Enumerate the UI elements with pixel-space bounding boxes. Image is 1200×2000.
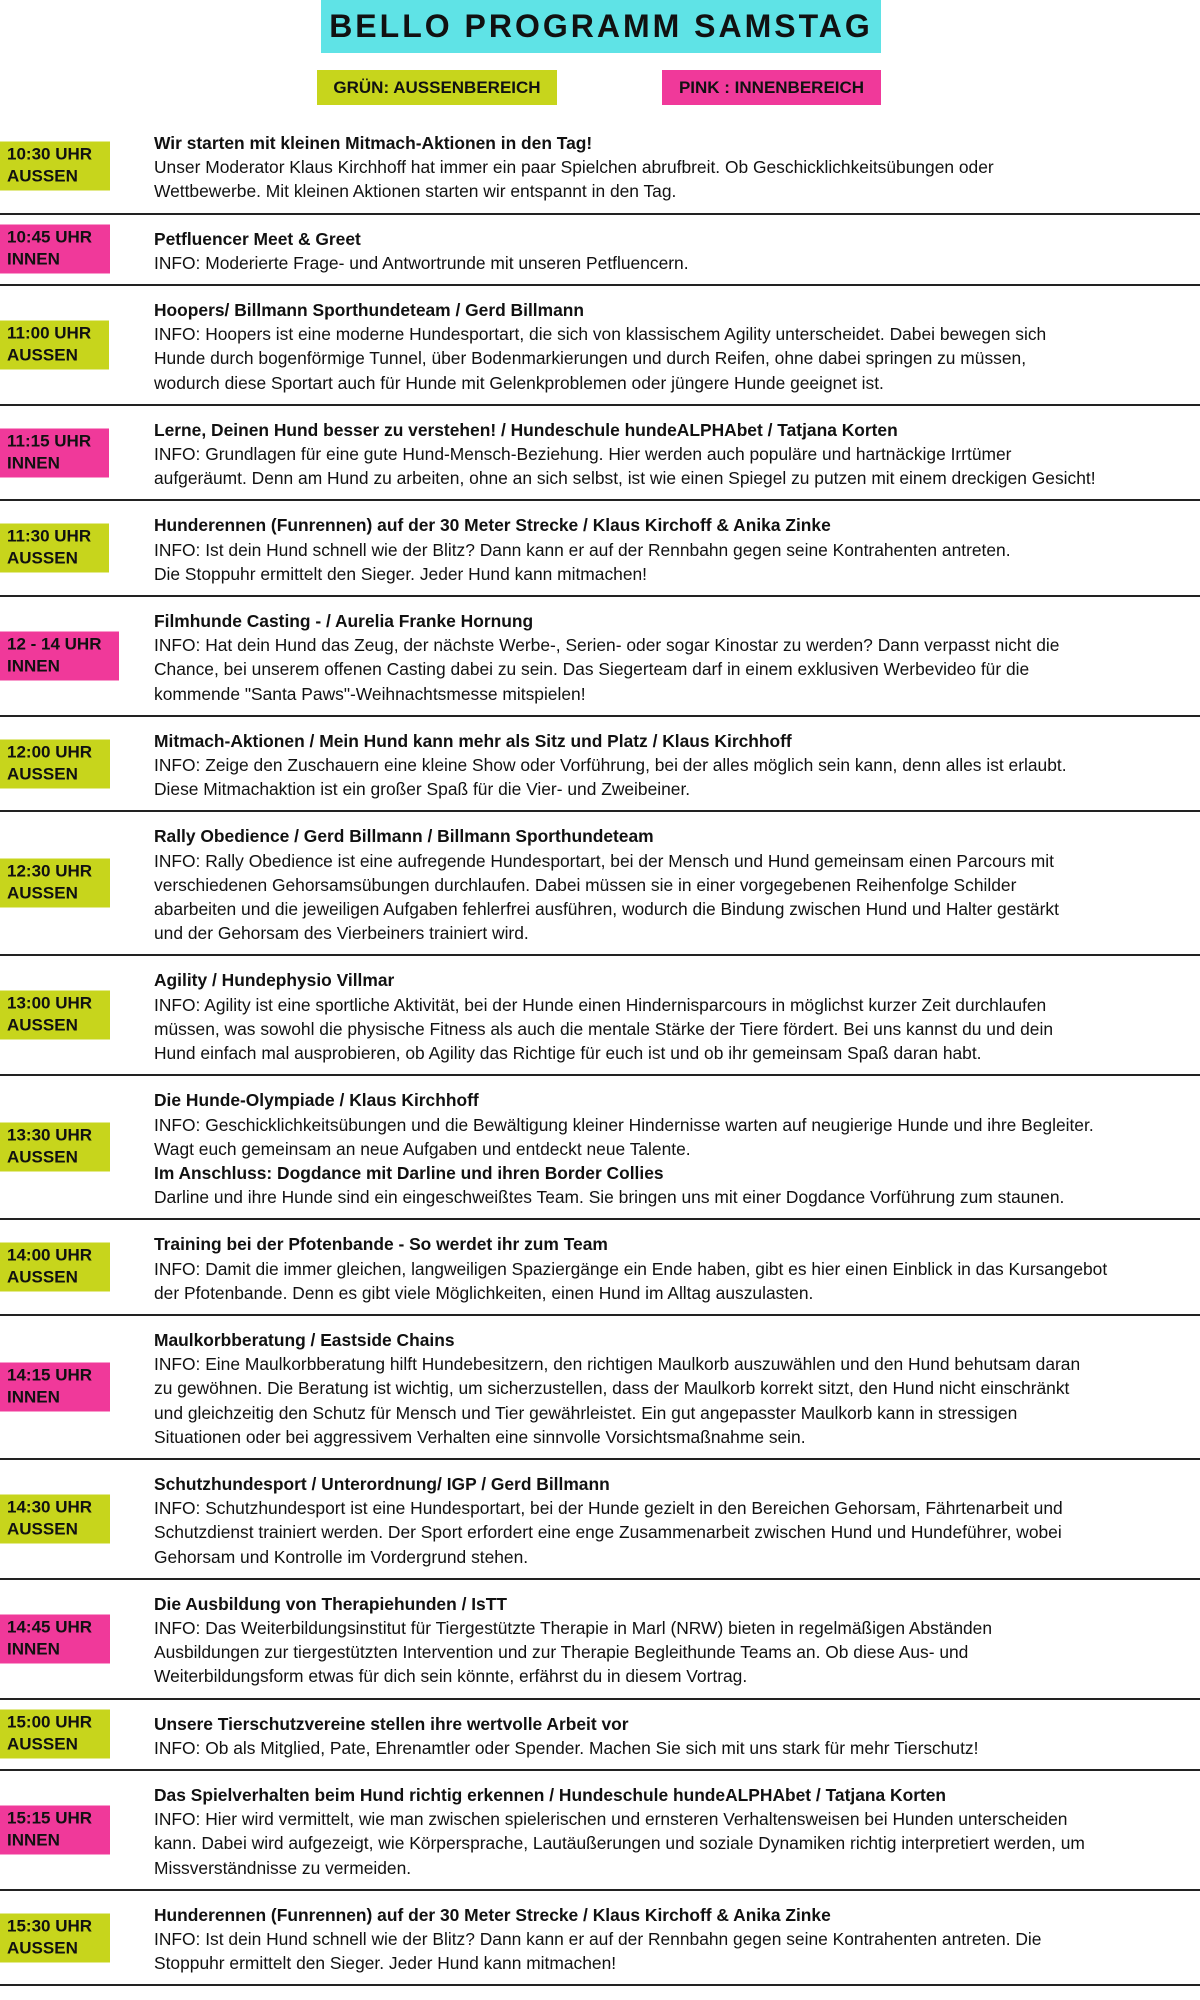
time-label: 15:00 UHR — [7, 1712, 93, 1732]
entry-title: Lerne, Deinen Hund besser zu verstehen! / Hundeschule hundeALPHAbet / Tatjana Korten — [154, 419, 898, 440]
location-label: AUSSEN — [7, 1938, 78, 1958]
time-label: 10:30 UHR — [7, 144, 93, 164]
entry-content — [154, 812, 1194, 954]
entry-text-line: und der Gehorsam des Vierbeiners trainiert wird. — [154, 923, 529, 944]
location-label: INNEN — [7, 1387, 60, 1407]
entry-text-line: Stoppuhr ermittelt den Sieger. Jeder Hund kann mitmachen! — [154, 1953, 617, 1974]
time-badge — [0, 631, 119, 680]
schedule-entry — [0, 1220, 1200, 1316]
entry-content — [154, 119, 1194, 213]
entry-text-line: der Pfotenbande. Denn es gibt viele Möglichkeiten, einen Hund im Alltag auszulasten. — [154, 1282, 814, 1303]
entry-content — [154, 1316, 1194, 1458]
entry-text-line: Hund einfach mal ausprobieren, ob Agility das Richtige für euch ist und ob ihr gemeinsam Spaß daran habt. — [154, 1043, 982, 1064]
location-label: AUSSEN — [7, 1267, 78, 1287]
time-label: 15:15 UHR — [7, 1808, 93, 1828]
entry-text-line: müssen, was sowohl die physische Fitness als auch die mentale Stärke der Tiere fördert. Bei uns kannst du und dein — [154, 1018, 1053, 1039]
schedule-entry — [0, 1076, 1200, 1220]
time-badge — [0, 1913, 110, 1962]
schedule-entry — [0, 119, 1200, 215]
time-badge — [0, 428, 109, 477]
entry-text-line: INFO: Schutzhundesport ist eine Hundesportart, bei der Hunde gezielt in den Bereichen Gehorsam, Fährtenarbeit und — [154, 1498, 1063, 1519]
entry-text-line: zu gewöhnen. Die Beratung ist wichtig, um sicherzustellen, dass der Maulkorb korrekt sitzt, den Hund nicht einschränkt — [154, 1378, 1070, 1399]
schedule-entry — [0, 406, 1200, 502]
location-label: AUSSEN — [7, 764, 78, 784]
time-badge — [0, 1243, 110, 1292]
entry-content — [154, 215, 1194, 284]
location-label: AUSSEN — [7, 1147, 78, 1167]
time-label: 14:45 UHR — [7, 1617, 93, 1637]
location-label: AUSSEN — [7, 1519, 78, 1539]
entry-text-line: kommende "Santa Paws"-Weihnachtsmesse mitspielen! — [154, 683, 586, 704]
entry-text-line: INFO: Ist dein Hund schnell wie der Blitz? Dann kann er auf der Rennbahn gegen seine Kontrahenten antreten. — [154, 539, 1011, 560]
entry-text-line: INFO: Hat dein Hund das Zeug, der nächste Werbe-, Serien- oder sogar Kinostar zu werden? Dann verpasst nicht die — [154, 635, 1060, 656]
time-label: 10:45 UHR — [7, 227, 93, 247]
schedule-entry — [0, 286, 1200, 406]
entry-text-line: kann. Dabei wird aufgezeigt, wie Körpersprache, Lautäußerungen und soziale Dynamiken richtig interpretiert werden, um — [154, 1833, 1085, 1854]
entry-title: Training bei der Pfotenbande - So werdet ihr zum Team — [154, 1234, 608, 1255]
location-label: INNEN — [7, 1639, 60, 1659]
entry-text-line: Schutzdienst trainiert werden. Der Sport erfordert eine enge Zusammenarbeit zwischen Hund und Hundeführer, wobei — [154, 1522, 1062, 1543]
entry-text-line: Wettbewerbe. Mit kleinen Aktionen starten wir entspannt in den Tag. — [154, 181, 677, 202]
time-label: 14:15 UHR — [7, 1365, 93, 1385]
entry-text-line: INFO: Moderierte Frage- und Antwortrunde mit unseren Petfluencern. — [154, 252, 689, 273]
time-badge — [0, 1710, 110, 1759]
time-badge — [0, 141, 110, 190]
schedule-entry — [0, 1580, 1200, 1700]
schedule-entry — [0, 956, 1200, 1076]
entry-text-line: INFO: Grundlagen für eine gute Hund-Mensch-Beziehung. Hier werden auch populäre und hartnäckige Irrtümer — [154, 444, 1012, 465]
entry-title: Hoopers/ Billmann Sporthundeteam / Gerd Billmann — [154, 300, 584, 321]
entry-title: Mitmach-Aktionen / Mein Hund kann mehr als Sitz und Platz / Klaus Kirchhoff — [154, 730, 792, 751]
entry-text-line: INFO: Ist dein Hund schnell wie der Blitz? Dann kann er auf der Rennbahn gegen seine Kontrahenten antreten. Die — [154, 1928, 1042, 1949]
location-label: INNEN — [7, 656, 60, 676]
time-badge — [0, 1123, 110, 1172]
time-badge — [0, 1362, 110, 1411]
entry-text-line: Missverständnisse zu vermeiden. — [154, 1857, 412, 1878]
entry-text-line: Die Stoppuhr ermittelt den Sieger. Jeder Hund kann mitmachen! — [154, 563, 648, 584]
entry-content — [154, 1460, 1194, 1578]
schedule-entry — [0, 215, 1200, 286]
entry-text-line: Darline und ihre Hunde sind ein eingeschweißtes Team. Sie bringen uns mit einer Dogdance Vorführung zum staunen. — [154, 1187, 1065, 1208]
entry-title: Filmhunde Casting - / Aurelia Franke Hornung — [154, 611, 534, 632]
entry-text-line: INFO: Damit die immer gleichen, langweiligen Spaziergänge ein Ende haben, gibt es hier einen Einblick in das Kursangebot — [154, 1258, 1108, 1279]
entry-text-line: INFO: Hier wird vermittelt, wie man zwischen spielerischen und ernsteren Verhaltensweisen bei Hunden unterscheiden — [154, 1809, 1068, 1830]
entry-text-line: Unser Moderator Klaus Kirchhoff hat immer ein paar Spielchen abrufbreit. Ob Geschicklichkeitsübungen oder — [154, 157, 994, 178]
time-label: 13:00 UHR — [7, 993, 93, 1013]
entry-text-line: INFO: Das Weiterbildungsinstitut für Tiergestützte Therapie in Marl (NRW) bieten in regelmäßigen Abständen — [154, 1617, 993, 1638]
entry-text-line: INFO: Ob als Mitglied, Pate, Ehrenamtler oder Spender. Machen Sie sich mit uns stark für mehr Tierschutz! — [154, 1737, 979, 1758]
time-badge — [0, 739, 110, 788]
entry-text-line: Wagt euch gemeinsam an neue Aufgaben und entdeckt neue Talente. — [154, 1138, 691, 1159]
schedule-entry — [0, 1316, 1200, 1460]
entry-content — [154, 501, 1194, 595]
location-label: AUSSEN — [7, 883, 78, 903]
entry-text-line: abarbeiten und die jeweiligen Aufgaben fehlerfrei ausführen, wodurch die Bindung zwischen Hund und Halter gestärkt — [154, 899, 1059, 920]
location-label: AUSSEN — [7, 1015, 78, 1035]
schedule-entry — [0, 501, 1200, 597]
time-label: 14:30 UHR — [7, 1497, 93, 1517]
entry-content — [154, 1771, 1194, 1889]
entry-text-line: wodurch diese Sportart auch für Hunde mit Gelenkproblemen oder jüngere Hunde geeignet ist. — [154, 372, 884, 393]
entry-text-line: INFO: Eine Maulkorbberatung hilft Hundebesitzern, den richtigen Maulkorb auszuwählen und den Hund behutsam daran — [154, 1354, 1081, 1375]
time-label: 12:00 UHR — [7, 742, 93, 762]
entry-subtitle: Im Anschluss: Dogdance mit Darline und ihren Border Collies — [154, 1162, 664, 1183]
location-label: INNEN — [7, 249, 60, 269]
entry-text-line: INFO: Zeige den Zuschauern eine kleine Show oder Vorführung, bei der alles möglich sein kann, denn alles ist erlaubt. — [154, 755, 1067, 776]
entry-text-line: Chance, bei unserem offenen Casting dabei zu sein. Das Siegerteam darf in einem exklusiven Werbevideo für die — [154, 659, 1030, 680]
location-label: AUSSEN — [7, 1734, 78, 1754]
time-badge — [0, 1614, 110, 1663]
schedule-entry — [0, 717, 1200, 813]
time-badge — [0, 1805, 110, 1854]
time-label: 11:15 UHR — [7, 431, 92, 451]
entry-text-line: INFO: Rally Obedience ist eine aufregende Hundesportart, bei der Mensch und Hund gemeinsam einen Parcours mit — [154, 850, 1054, 871]
entry-title: Hunderennen (Funrennen) auf der 30 Meter Strecke / Klaus Kirchoff & Anika Zinke — [154, 1904, 831, 1925]
entry-title: Die Ausbildung von Therapiehunden / IsTT — [154, 1593, 507, 1614]
entry-title: Unsere Tierschutzvereine stellen ihre wertvolle Arbeit vor — [154, 1713, 629, 1734]
entry-content — [154, 1580, 1194, 1698]
entry-content — [154, 956, 1194, 1074]
time-badge — [0, 524, 109, 573]
schedule-entry — [0, 1700, 1200, 1771]
schedule-entry — [0, 1460, 1200, 1580]
time-label: 11:00 UHR — [7, 323, 92, 343]
entry-title: Wir starten mit kleinen Mitmach-Aktionen in den Tag! — [154, 133, 593, 153]
location-label: INNEN — [7, 1830, 60, 1850]
location-label: INNEN — [7, 453, 60, 473]
entry-text-line: INFO: Geschicklichkeitsübungen und die Bewältigung kleiner Hindernisse warten auf neugierige Hunde und ihre Begleiter. — [154, 1114, 1094, 1135]
entry-text-line: Hunde durch bogenförmige Tunnel, über Bodenmarkierungen und durch Reifen, ohne dabei springen zu müssen, — [154, 348, 1027, 369]
location-label: AUSSEN — [7, 548, 78, 568]
entry-text-line: und gleichzeitig den Schutz für Mensch und Tier gewährleistet. Ein gut angepasster Maulkorb kann in stressigen — [154, 1402, 1018, 1423]
schedule-list — [0, 119, 1200, 1986]
entry-content — [154, 286, 1194, 404]
entry-text-line: verschiedenen Gehorsamsübungen durchlaufen. Dabei müssen sie in einer vorgegebenen Reihenfolge Schilder — [154, 874, 1017, 895]
schedule-entry — [0, 1891, 1200, 1987]
time-badge — [0, 1494, 110, 1543]
entry-content — [154, 406, 1194, 500]
entry-content — [154, 1220, 1194, 1314]
page-title: BELLO PROGRAMM SAMSTAG — [321, 0, 881, 53]
time-badge — [0, 225, 110, 274]
time-badge — [0, 859, 110, 908]
time-badge — [0, 320, 109, 369]
time-label: 14:00 UHR — [7, 1245, 93, 1265]
time-badge — [0, 991, 110, 1040]
entry-title: Hunderennen (Funrennen) auf der 30 Meter Strecke / Klaus Kirchoff & Anika Zinke — [154, 515, 831, 536]
entry-content — [154, 1700, 1194, 1769]
entry-content — [154, 597, 1194, 715]
legend-indoor: PINK : INNENBEREICH — [662, 70, 881, 105]
entry-title: Agility / Hundephysio Villmar — [154, 970, 395, 991]
time-label: 11:30 UHR — [7, 526, 92, 546]
entry-title: Schutzhundesport / Unterordnung/ IGP / Gerd Billmann — [154, 1473, 610, 1494]
entry-text-line: INFO: Agility ist eine sportliche Aktivität, bei der Hunde einen Hindernisparcours in möglichst kurzer Zeit durchlaufen — [154, 994, 1047, 1015]
entry-content — [154, 1076, 1194, 1218]
entry-text-line: INFO: Hoopers ist eine moderne Hundesportart, die sich von klassischem Agility unterscheidet. Dabei bewegen sich — [154, 324, 1047, 345]
time-label: 12:30 UHR — [7, 861, 93, 881]
location-label: AUSSEN — [7, 345, 78, 365]
time-label: 12 - 14 UHR — [7, 634, 102, 654]
entry-text-line: Diese Mitmachaktion ist ein großer Spaß für die Vier- und Zweibeiner. — [154, 779, 691, 800]
entry-title: Das Spielverhalten beim Hund richtig erkennen / Hundeschule hundeALPHAbet / Tatjana Korten — [154, 1784, 947, 1805]
entry-content — [154, 1891, 1194, 1985]
entry-text-line: Gehorsam und Kontrolle im Vordergrund stehen. — [154, 1546, 529, 1567]
legend-outdoor: GRÜN: AUSSENBEREICH — [317, 70, 557, 105]
entry-title: Maulkorbberatung / Eastside Chains — [154, 1329, 455, 1350]
entry-text-line: Situationen oder bei aggressivem Verhalten eine sinnvolle Vorsichtsmaßnahme sein. — [154, 1426, 806, 1447]
time-label: 15:30 UHR — [7, 1916, 93, 1936]
entry-title: Petfluencer Meet & Greet — [154, 228, 361, 249]
entry-text-line: aufgeräumt. Denn am Hund zu arbeiten, ohne an sich selbst, ist wie einen Spiegel zu putzen mit einem dreckigen Gesicht! — [154, 468, 1096, 489]
entry-text-line: Weiterbildungsform etwas für dich sein könnte, erfährst du in diesem Vortrag. — [154, 1666, 748, 1687]
schedule-entry — [0, 1771, 1200, 1891]
entry-title: Rally Obedience / Gerd Billmann / Billmann Sporthundeteam — [154, 826, 654, 847]
entry-title: Die Hunde-Olympiade / Klaus Kirchhoff — [154, 1090, 479, 1111]
location-label: AUSSEN — [7, 166, 78, 186]
schedule-entry — [0, 597, 1200, 717]
entry-content — [154, 717, 1194, 811]
entry-text-line: Ausbildungen zur tiergestützten Intervention und zur Therapie Begleithunde Teams an. Ob diese Aus- und — [154, 1642, 969, 1663]
time-label: 13:30 UHR — [7, 1125, 93, 1145]
schedule-entry — [0, 812, 1200, 956]
